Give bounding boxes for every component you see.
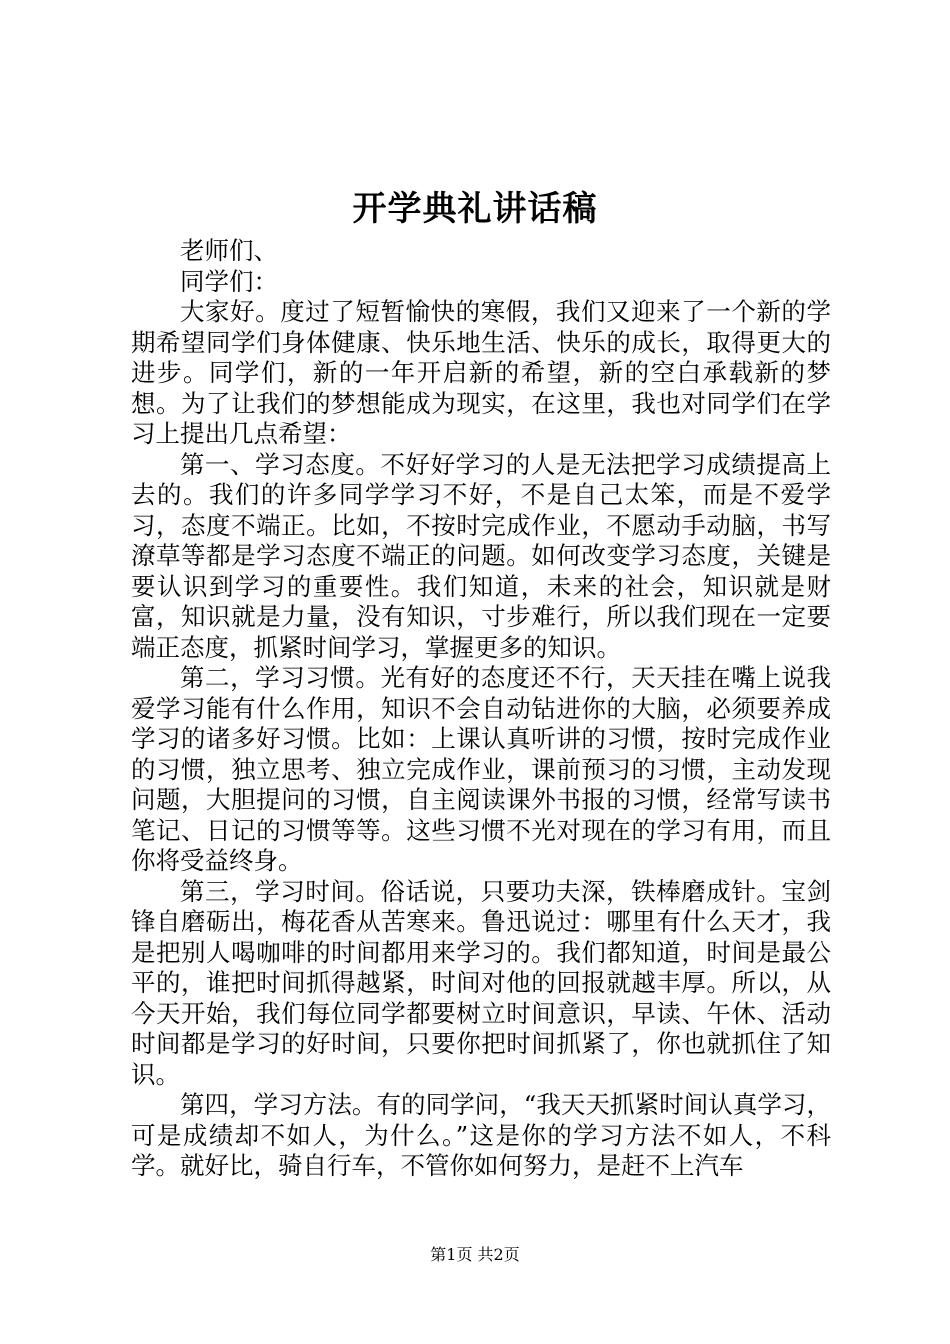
paragraph-intro: 大家好。度过了短暂愉快的寒假，我们又迎来了一个新的学期希望同学们身体健康、快乐地生活、快乐的成长，取得更大的进步。同学们，新的一年开启新的希望，新的空白承载新的梦想。为了让我们的梦想能成为现实，在这里，我也对同学们在学习上提出几点希望： [131,297,831,448]
paragraph-attitude: 第一、学习态度。不好好学习的人是无法把学习成绩提高上去的。我们的许多同学学习不好，不是自己太笨，而是不爱学习，态度不端正。比如，不按时完成作业，不愿动手动脑，书写潦草等都是学习态度不端正的问题。如何改变学习态度，关键是要认识到学习的重要性。我们知道，未来的社会，知识就是财富，知识就是力量，没有知识，寸步难行，所以我们现在一定要端正态度，抓紧时间学习，掌握更多的知识。 [131,449,831,662]
salutation-line: 老师们、 [180,236,278,265]
paragraph-time: 第三，学习时间。俗话说，只要功夫深，铁棒磨成针。宝剑锋自磨砺出，梅花香从苦寒来。鲁迅说过：哪里有什么天才，我是把别人喝咖啡的时间都用来学习的。我们都知道，时间是最公平的，谁把时间抓得越紧，时间对他的回报就越丰厚。所以，从今天开始，我们每位同学都要树立时间意识，早读、午休、活动时间都是学习的好时间，只要你把时间抓紧了，你也就抓住了知识。 [131,876,831,1089]
paragraph-habits: 第二，学习习惯。光有好的态度还不行，天天挂在嘴上说我爱学习能有什么作用，知识不会自动钻进你的大脑，必须要养成学习的诸多好习惯。比如：上课认真听讲的习惯，按时完成作业的习惯，独立思考、独立完成作业，课前预习的习惯，主动发现问题，大胆提问的习惯，自主阅读课外书报的习惯，经常写读书笔记、日记的习惯等等。这些习惯不光对现在的学习有用，而且你将受益终身。 [131,663,831,875]
document-title: 开学典礼讲话稿 [352,189,598,229]
document-body [131,236,831,1182]
salutation-line: 同学们： [180,266,278,296]
paragraph-method: 第四，学习方法。有的同学问，“我天天抓紧时间认真学习，可是成绩却不如人，为什么。”这是你的学习方法不如人，不科学。就好比，骑自行车，不管你如何努力，是赶不上汽车 [131,1090,831,1180]
page-number: 第1页 共2页 [430,1245,520,1264]
